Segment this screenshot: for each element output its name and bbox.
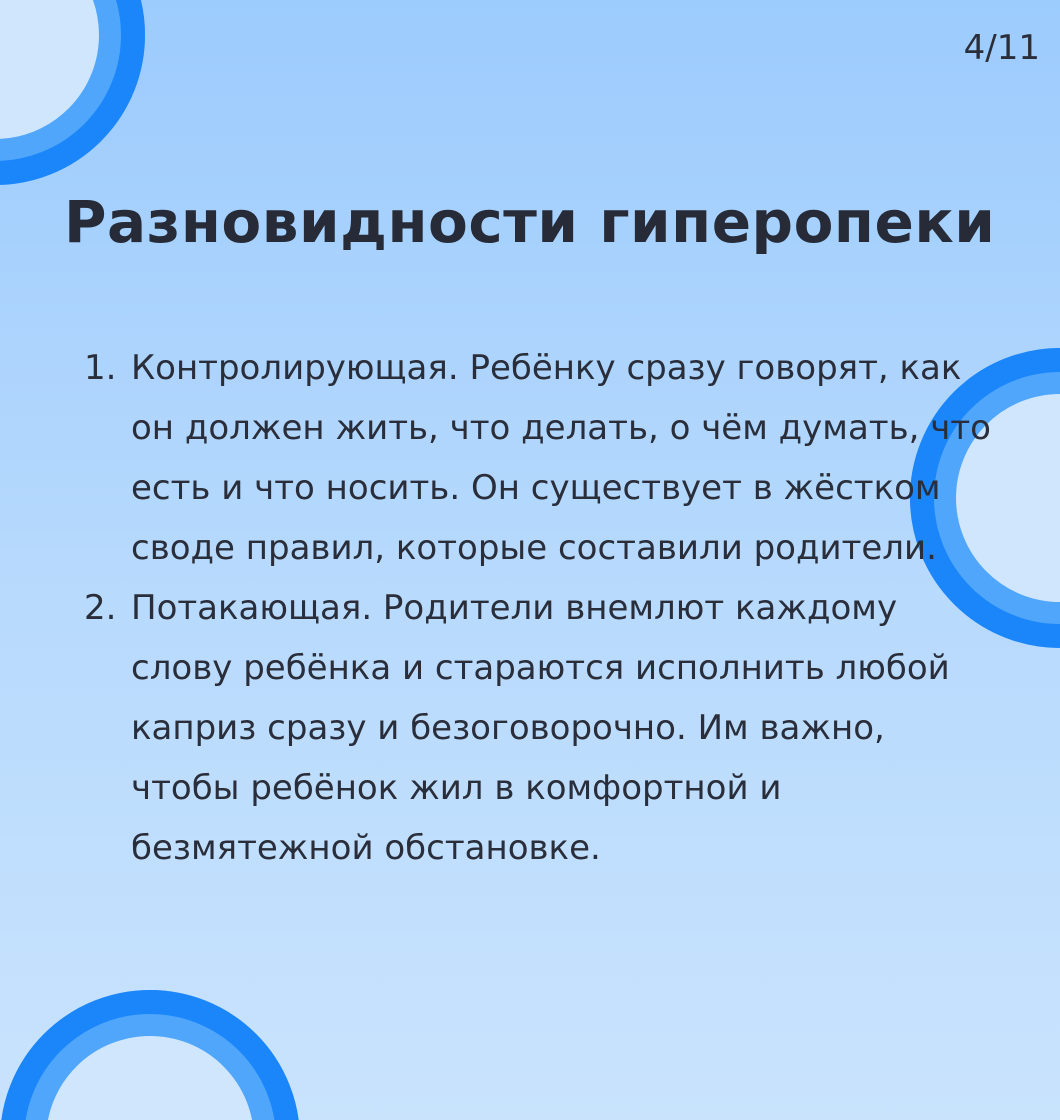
list-item-number: 2.: [84, 588, 117, 628]
list-item-text: Потакающая. Родители внемлют каждому слову ребёнка и стараются исполнить любой каприз сразу и безоговорочно. Им важно, чтобы ребёнок жил в комфортной и безмятежной обстановке.: [131, 588, 950, 868]
slide-title: Разновидности гиперопеки: [64, 188, 996, 256]
decorative-ring-top-left: [0, 0, 145, 185]
decorative-ring-bottom-left: [0, 990, 300, 1120]
list-item: [84, 578, 1004, 878]
list-item-number: 1.: [84, 348, 117, 388]
page-counter: 4/11: [963, 28, 1040, 68]
hyperprotection-types-list: [84, 338, 1004, 878]
list-item: [84, 338, 1004, 578]
list-item-text: Контролирующая. Ребёнку сразу говорят, как он должен жить, что делать, о чём думать, что есть и что носить. Он существует в жёстком своде правил, которые составили родители.: [131, 348, 991, 568]
